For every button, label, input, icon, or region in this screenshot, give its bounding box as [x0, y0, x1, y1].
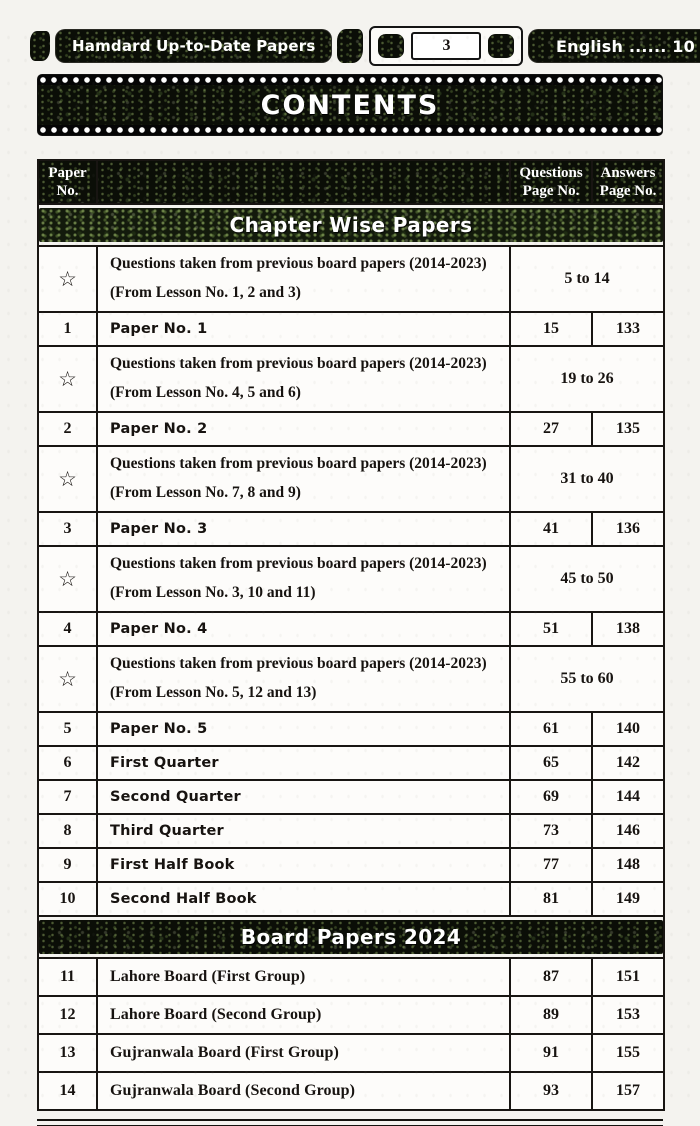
star-row — [38, 546, 664, 612]
paper-title: Paper No. 1 — [97, 312, 510, 346]
paper-number: 1 — [38, 312, 97, 346]
description-line2: (From Lesson No. 4, 5 and 6) — [110, 384, 301, 401]
questions-page: 15 — [510, 312, 592, 346]
answers-page: 133 — [592, 312, 664, 346]
brand-pill — [56, 30, 331, 62]
questions-page: 69 — [510, 780, 592, 814]
star-row — [38, 646, 664, 712]
board-paper-row — [38, 958, 664, 996]
description-line1: Questions taken from previous board papers (2014-2023) — [110, 655, 487, 673]
star-icon: ☆ — [38, 346, 97, 412]
paper-number: 12 — [38, 996, 97, 1034]
paper-number: 8 — [38, 814, 97, 848]
questions-page: 89 — [510, 996, 592, 1034]
paper-row — [38, 612, 664, 646]
section-title-chapter-wise: Chapter Wise Papers — [39, 208, 663, 242]
answers-page: 138 — [592, 612, 664, 646]
page-range: 55 to 60 — [510, 646, 664, 712]
paper-row — [38, 882, 664, 916]
col-paper-no: Paper No. — [38, 160, 97, 204]
paper-number: 4 — [38, 612, 97, 646]
table-header-row — [38, 160, 664, 204]
page-range: 5 to 14 — [510, 246, 664, 312]
ornament-icon — [337, 29, 363, 63]
questions-page: 27 — [510, 412, 592, 446]
ornament-icon — [30, 31, 50, 61]
questions-page: 51 — [510, 612, 592, 646]
row-description — [97, 546, 510, 612]
questions-page: 87 — [510, 958, 592, 996]
paper-number: 13 — [38, 1034, 97, 1072]
answers-page: 144 — [592, 780, 664, 814]
paper-title: Gujranwala Board (First Group) — [97, 1034, 510, 1072]
paper-title: Lahore Board (Second Group) — [97, 996, 510, 1034]
paper-row — [38, 312, 664, 346]
answers-page: 153 — [592, 996, 664, 1034]
subject-pill — [529, 30, 700, 62]
section-title-board-papers: Board Papers 2024 — [39, 920, 663, 954]
answers-page: 157 — [592, 1072, 664, 1110]
col-questions-page: Questions Page No. — [510, 160, 592, 204]
description-line1: Questions taken from previous board papers (2014-2023) — [110, 355, 487, 373]
paper-title: Third Quarter — [97, 814, 510, 848]
answers-page: 155 — [592, 1034, 664, 1072]
description-line2: (From Lesson No. 1, 2 and 3) — [110, 284, 301, 301]
row-description — [97, 246, 510, 312]
star-row — [38, 246, 664, 312]
header-spacer — [97, 160, 510, 204]
beaded-border-bottom — [38, 125, 662, 135]
answers-page: 148 — [592, 848, 664, 882]
star-row — [38, 446, 664, 512]
answers-page: 142 — [592, 746, 664, 780]
brand-title: Hamdard Up-to-Date Papers — [72, 37, 316, 55]
paper-title: Paper No. 5 — [97, 712, 510, 746]
answers-page: 140 — [592, 712, 664, 746]
page-number-frame — [369, 26, 523, 66]
description-line1: Questions taken from previous board papers (2014-2023) — [110, 255, 487, 273]
paper-title: First Half Book — [97, 848, 510, 882]
paper-number: 11 — [38, 958, 97, 996]
paper-title: Paper No. 3 — [97, 512, 510, 546]
star-icon: ☆ — [38, 646, 97, 712]
paper-title: Second Half Book — [97, 882, 510, 916]
section-cell — [38, 916, 664, 958]
star-icon: ☆ — [38, 546, 97, 612]
star-icon: ☆ — [38, 446, 97, 512]
row-description — [97, 346, 510, 412]
paper-number: 7 — [38, 780, 97, 814]
paper-title: Second Quarter — [97, 780, 510, 814]
section-cell — [38, 204, 664, 246]
paper-row — [38, 412, 664, 446]
board-paper-row — [38, 996, 664, 1034]
row-description — [97, 446, 510, 512]
contents-banner-inner — [38, 85, 662, 125]
paper-title: Lahore Board (First Group) — [97, 958, 510, 996]
scanned-page — [0, 26, 700, 1126]
paper-title: First Quarter — [97, 746, 510, 780]
paper-title: Paper No. 4 — [97, 612, 510, 646]
answers-page: 149 — [592, 882, 664, 916]
paper-number: 3 — [38, 512, 97, 546]
ornament-icon — [378, 34, 404, 58]
description-line2: (From Lesson No. 7, 8 and 9) — [110, 484, 301, 501]
contents-banner — [38, 75, 662, 135]
questions-page: 41 — [510, 512, 592, 546]
paper-number: 10 — [38, 882, 97, 916]
page-title: CONTENTS — [260, 89, 440, 121]
ornament-icon — [488, 34, 514, 58]
paper-row — [38, 814, 664, 848]
page-range: 31 to 40 — [510, 446, 664, 512]
questions-page: 93 — [510, 1072, 592, 1110]
answers-page: 135 — [592, 412, 664, 446]
description-line1: Questions taken from previous board papers (2014-2023) — [110, 455, 487, 473]
col-answers-page: Answers Page No. — [592, 160, 664, 204]
board-paper-row — [38, 1034, 664, 1072]
page-range: 19 to 26 — [510, 346, 664, 412]
page-number: 3 — [442, 37, 451, 54]
paper-title: Gujranwala Board (Second Group) — [97, 1072, 510, 1110]
page-header — [30, 26, 695, 66]
bottom-divider — [37, 1119, 663, 1126]
paper-number: 14 — [38, 1072, 97, 1110]
questions-page: 77 — [510, 848, 592, 882]
paper-number: 5 — [38, 712, 97, 746]
section-row — [38, 204, 664, 246]
paper-row — [38, 712, 664, 746]
row-description — [97, 646, 510, 712]
paper-row — [38, 746, 664, 780]
page-number-box — [411, 32, 481, 60]
questions-page: 65 — [510, 746, 592, 780]
paper-row — [38, 512, 664, 546]
paper-title: Paper No. 2 — [97, 412, 510, 446]
questions-page: 81 — [510, 882, 592, 916]
questions-page: 73 — [510, 814, 592, 848]
answers-page: 136 — [592, 512, 664, 546]
answers-page: 146 — [592, 814, 664, 848]
paper-number: 6 — [38, 746, 97, 780]
description-line2: (From Lesson No. 5, 12 and 13) — [110, 684, 317, 701]
page-range: 45 to 50 — [510, 546, 664, 612]
description-line1: Questions taken from previous board papers (2014-2023) — [110, 555, 487, 573]
star-icon: ☆ — [38, 246, 97, 312]
paper-number: 2 — [38, 412, 97, 446]
questions-page: 91 — [510, 1034, 592, 1072]
board-paper-row — [38, 1072, 664, 1110]
subject-label: English ...... 10 — [556, 36, 695, 56]
paper-row — [38, 780, 664, 814]
paper-row — [38, 848, 664, 882]
contents-table — [37, 159, 665, 1111]
answers-page: 151 — [592, 958, 664, 996]
section-row — [38, 916, 664, 958]
description-line2: (From Lesson No. 3, 10 and 11) — [110, 584, 316, 601]
paper-number: 9 — [38, 848, 97, 882]
beaded-border-top — [38, 75, 662, 85]
questions-page: 61 — [510, 712, 592, 746]
star-row — [38, 346, 664, 412]
